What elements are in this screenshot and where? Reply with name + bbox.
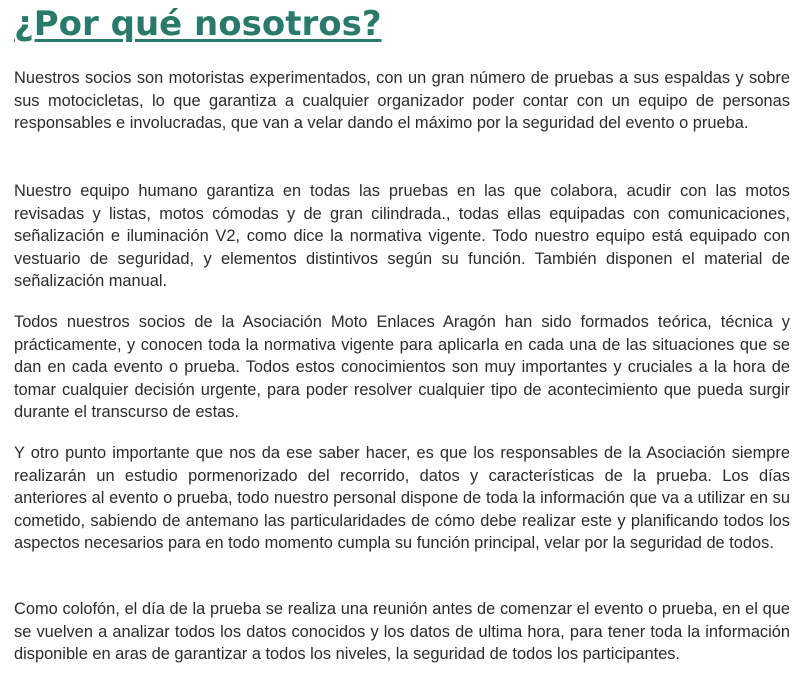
paragraph-equipment: Nuestro equipo humano garantiza en todas las pruebas en las que colabora, acudir con las motos revisadas y listas, motos cómodas y de gran cilindrada., todas ellas equipadas con comunicaciones, señalización e iluminación V2, como dice la normativa vigente. Todo nuestro equipo está equipado con vestuario de seguridad, y elementos distintivos según su función. También disponen el material de señalización manual. — [14, 182, 790, 291]
paragraph-training: Todos nuestros socios de la Asociación Moto Enlaces Aragón han sido formados teórica, técnica y prácticamente, y conocen toda la normativa vigente para aplicarla en cada una de las situaciones que se dan en cada evento o prueba. Todos estos conocimientos son muy importantes y cruciales a la hora de tomar cualquier decisión urgente, para poder resolver cualquier tipo de acontecimiento que pueda surgir durante el transcurso de estas. — [14, 313, 790, 422]
paragraph-briefing: Como colofón, el día de la prueba se realiza una reunión antes de comenzar el evento o prueba, en el que se vuelven a analizar todos los datos conocidos y los datos de ultima hora, para tener toda la información disponible en aras de garantizar a todos los niveles, la seguridad de todos los participantes. — [14, 600, 790, 664]
paragraph-planning: Y otro punto importante que nos da ese saber hacer, es que los responsables de la Asociación siempre realizarán un estudio pormenorizado del recorrido, datos y características de la prueba. Los días anteriores al evento o prueba, todo nuestro personal dispone de toda la información que va a utilizar en su cometido, sabiendo de antemano las particularidades de cómo debe realizar este y planificando todos los aspectos necesarios para en todo momento cumpla su función principal, velar por la seguridad de todos. — [14, 444, 790, 553]
paragraph-experience: Nuestros socios son motoristas experimentados, con un gran número de pruebas a sus espaldas y sobre sus motocicletas, lo que garantiza a cualquier organizador poder contar con un equipo de personas responsables e involucradas, que van a velar dando el máximo por la seguridad del evento o prueba. — [14, 69, 790, 133]
page-title: ¿Por qué nosotros? — [14, 4, 382, 44]
